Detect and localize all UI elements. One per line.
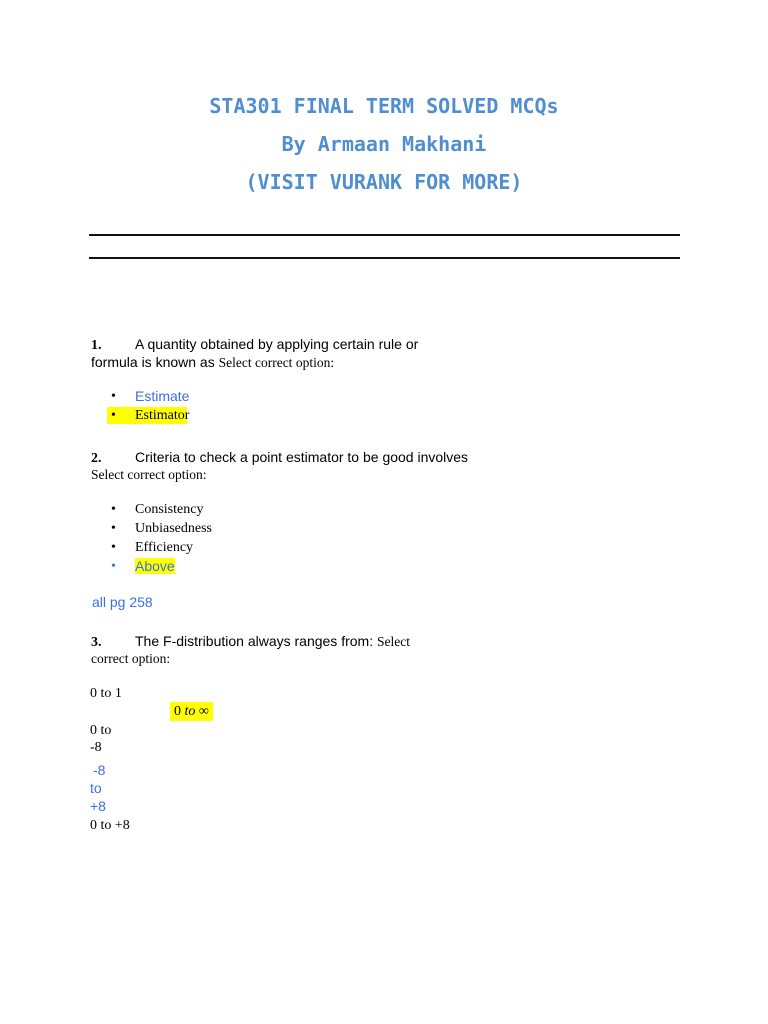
question-3: [91, 633, 410, 668]
infinity-symbol: ∞: [195, 704, 209, 719]
question-text: The F-distribution always ranges from:: [135, 633, 377, 649]
bullet-icon: •: [111, 559, 116, 574]
option-part: 0: [174, 704, 185, 719]
option-0-to-minus-8[interactable]: [90, 722, 111, 756]
question-text-cont: formula is known as: [91, 354, 219, 370]
option-line: to: [90, 780, 102, 796]
bullet-icon: •: [111, 389, 116, 404]
option-item[interactable]: [91, 500, 212, 519]
option-item[interactable]: [91, 538, 212, 557]
question-number: 1.: [91, 338, 102, 353]
select-prompt: Select correct option:: [218, 355, 335, 370]
select-prompt: Select correct option:: [91, 467, 207, 482]
option-line: 0 to: [90, 723, 112, 738]
select-prompt: Select: [376, 634, 410, 649]
q2-options: [91, 500, 212, 576]
option-label: Unbiasedness: [135, 521, 212, 536]
option-item-selected[interactable]: [91, 557, 212, 576]
option-0-to-plus-8[interactable]: 0 to +8: [90, 818, 130, 833]
option-label: Estimate: [135, 388, 190, 404]
option-label: Consistency: [135, 502, 204, 517]
option-line: -8: [93, 762, 106, 778]
option-minus-8-to-plus-8[interactable]: [90, 761, 106, 815]
option-item[interactable]: [91, 519, 212, 538]
question-1: [91, 336, 418, 372]
question-text: A quantity obtained by applying certain rule or: [135, 336, 419, 352]
question-number: 2.: [91, 451, 102, 466]
option-part-italic: to: [184, 704, 196, 719]
option-item[interactable]: [91, 387, 189, 406]
question-number: 3.: [91, 635, 102, 650]
option-0-to-1[interactable]: 0 to 1: [90, 686, 122, 701]
option-line: -8: [90, 740, 102, 755]
bullet-icon: •: [111, 502, 116, 517]
option-item-selected[interactable]: [91, 406, 189, 425]
question-2: [91, 449, 468, 484]
divider-top: [89, 234, 680, 236]
divider-bottom: [89, 257, 680, 259]
bullet-icon: •: [111, 521, 116, 536]
bullet-icon: •: [111, 540, 116, 555]
document-subtitle: (VISIT VURANK FOR MORE): [245, 170, 523, 194]
question-text: Criteria to check a point estimator to be good involves: [135, 449, 469, 465]
option-label: Estimator: [135, 408, 190, 423]
document-author: By Armaan Makhani: [281, 132, 487, 156]
option-line: +8: [90, 798, 106, 814]
answer-note: all pg 258: [92, 594, 153, 610]
option-label: Above: [135, 558, 175, 574]
q1-options: [91, 387, 189, 425]
bullet-icon: •: [111, 408, 116, 423]
option-0-to-infinity[interactable]: [170, 702, 213, 721]
option-label: Efficiency: [135, 540, 194, 555]
select-prompt-cont: correct option:: [91, 651, 171, 666]
document-title: STA301 FINAL TERM SOLVED MCQs: [209, 94, 559, 118]
